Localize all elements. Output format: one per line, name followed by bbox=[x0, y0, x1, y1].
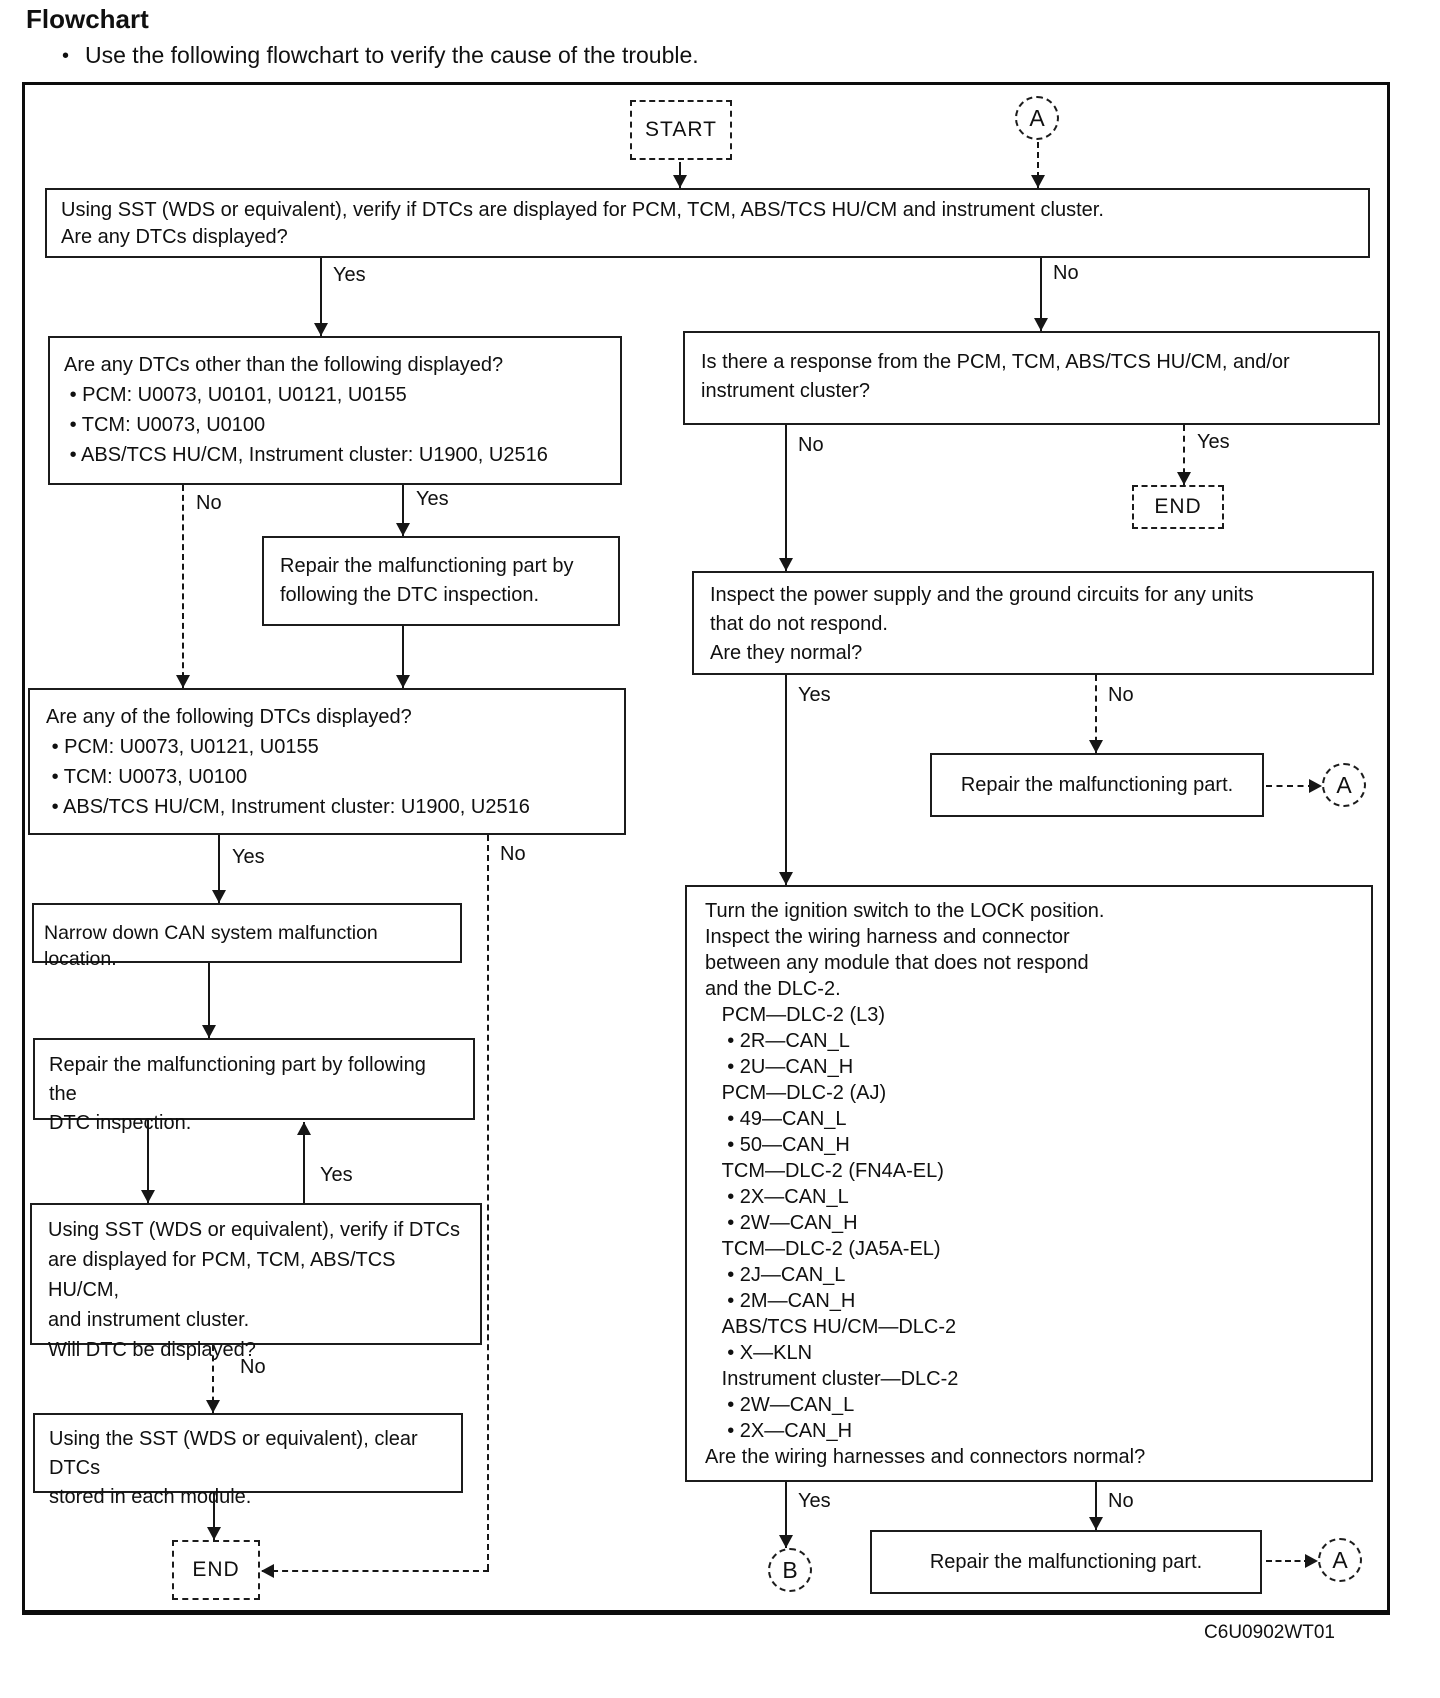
box-line: Narrow down CAN system malfunction location. bbox=[44, 922, 384, 970]
box-line: Turn the ignition switch to the LOCK position. bbox=[705, 900, 1105, 922]
box-line: following the DTC inspection. bbox=[280, 584, 540, 606]
repair-by-dtc-box-1 bbox=[262, 536, 620, 626]
label-yes: Yes bbox=[416, 488, 449, 510]
box-line: TCM—DLC-2 (JA5A-EL) bbox=[705, 1238, 941, 1260]
arrowhead-right-icon bbox=[1305, 1554, 1318, 1568]
end-terminal-right: END bbox=[1132, 485, 1224, 529]
arrowhead-down-icon bbox=[779, 558, 793, 571]
wiring-harness-box bbox=[685, 885, 1373, 1482]
edge-power-yes bbox=[785, 675, 787, 885]
arrowhead-right-icon bbox=[1309, 779, 1322, 793]
arrowhead-down-icon bbox=[202, 1025, 216, 1038]
box-line: • TCM: U0073, U0100 bbox=[46, 766, 248, 788]
arrowhead-down-icon bbox=[314, 323, 328, 336]
label-yes: Yes bbox=[798, 684, 831, 706]
label-no: No bbox=[500, 843, 526, 865]
edge-no-long-to-end bbox=[262, 1570, 489, 1572]
box-line: • 2J—CAN_L bbox=[705, 1264, 846, 1286]
box-line: PCM—DLC-2 (L3) bbox=[705, 1004, 886, 1026]
arrowhead-down-icon bbox=[141, 1190, 155, 1203]
arrowhead-down-icon bbox=[206, 1400, 220, 1413]
box-line: Are any DTCs other than the following displayed? bbox=[64, 354, 504, 376]
edge-repairbottom-to-a bbox=[1266, 1560, 1310, 1562]
edge-q3-no-long bbox=[487, 835, 489, 1570]
box-line: that do not respond. bbox=[710, 613, 888, 635]
box-line: Using the SST (WDS or equivalent), clear DTCs bbox=[49, 1428, 424, 1479]
label-no: No bbox=[1108, 1490, 1134, 1512]
box-line: • 2M—CAN_H bbox=[705, 1290, 856, 1312]
box-line: Repair the malfunctioning part by following the bbox=[49, 1054, 432, 1105]
box-line: PCM—DLC-2 (AJ) bbox=[705, 1082, 887, 1104]
label-yes: Yes bbox=[232, 846, 265, 868]
arrowhead-down-icon bbox=[212, 890, 226, 903]
box-line: TCM—DLC-2 (FN4A-EL) bbox=[705, 1160, 944, 1182]
arrowhead-down-icon bbox=[396, 523, 410, 536]
box-line: Are the wiring harnesses and connectors normal? bbox=[705, 1446, 1146, 1468]
bullet-icon: • bbox=[62, 45, 70, 67]
connector-a-top: A bbox=[1015, 96, 1059, 140]
box-line: Will DTC be displayed? bbox=[48, 1339, 256, 1361]
page-instruction bbox=[62, 42, 699, 70]
other-dtcs-box bbox=[48, 336, 622, 485]
response-check-box bbox=[683, 331, 1380, 425]
page-title: Flowchart bbox=[26, 4, 149, 34]
box-line: Using SST (WDS or equivalent), verify if DTCs are displayed for PCM, TCM, ABS/TCS HU/CM and instrument cluster. bbox=[61, 199, 1104, 221]
label-no: No bbox=[196, 492, 222, 514]
arrowhead-left-icon bbox=[261, 1564, 274, 1578]
box-line: • 2W—CAN_H bbox=[705, 1212, 858, 1234]
start-terminal: START bbox=[630, 100, 732, 160]
power-ground-box bbox=[692, 571, 1374, 675]
arrowhead-down-icon bbox=[779, 1535, 793, 1548]
box-line: DTC inspection. bbox=[49, 1112, 192, 1134]
label-yes: Yes bbox=[798, 1490, 831, 1512]
label-yes: Yes bbox=[1197, 431, 1230, 453]
box-line: Is there a response from the PCM, TCM, ABS/TCS HU/CM, and/or bbox=[701, 351, 1290, 373]
verify-dtcs-box bbox=[45, 188, 1370, 258]
box-line: Are any of the following DTCs displayed? bbox=[46, 706, 412, 728]
verify-dtcs-again-box bbox=[30, 1203, 482, 1361]
arrowhead-down-icon bbox=[1031, 175, 1045, 188]
figure-code: C6U0902WT01 bbox=[1204, 1622, 1335, 1643]
box-line: instrument cluster? bbox=[701, 380, 870, 402]
arrowhead-down-icon bbox=[1089, 740, 1103, 753]
edge-q2r-no bbox=[785, 425, 787, 571]
arrowhead-down-icon bbox=[207, 1527, 221, 1540]
label-yes: Yes bbox=[320, 1164, 353, 1186]
box-line: • 2U—CAN_H bbox=[705, 1056, 854, 1078]
box-line: Inspect the power supply and the ground circuits for any units bbox=[710, 584, 1254, 606]
box-line: are displayed for PCM, TCM, ABS/TCS HU/CM, bbox=[48, 1249, 402, 1301]
following-dtcs-box bbox=[28, 688, 626, 835]
connector-a-bottom: A bbox=[1318, 1538, 1362, 1582]
repair-by-dtc-box-2 bbox=[33, 1038, 475, 1134]
label-no: No bbox=[798, 434, 824, 456]
box-line: • ABS/TCS HU/CM, Instrument cluster: U1900, U2516 bbox=[64, 444, 548, 466]
box-line: • 2X—CAN_H bbox=[705, 1420, 853, 1442]
arrowhead-down-icon bbox=[176, 675, 190, 688]
box-line: • PCM: U0073, U0101, U0121, U0155 bbox=[64, 384, 407, 406]
box-line: • 49—CAN_L bbox=[705, 1108, 847, 1130]
narrow-down-box bbox=[32, 903, 462, 970]
box-line: Are they normal? bbox=[710, 642, 863, 664]
end-terminal-left: END bbox=[172, 1540, 260, 1600]
box-line: Repair the malfunctioning part by bbox=[280, 555, 574, 577]
box-line: Using SST (WDS or equivalent), verify if DTCs bbox=[48, 1219, 460, 1241]
label-no: No bbox=[1108, 684, 1134, 706]
label-yes: Yes bbox=[333, 264, 366, 286]
edge-q2l-no bbox=[182, 485, 184, 688]
box-line: between any module that does not respond bbox=[705, 952, 1089, 974]
box-line: • X—KLN bbox=[705, 1342, 813, 1364]
repair-part-box-bottom: Repair the malfunctioning part. bbox=[870, 1530, 1262, 1594]
clear-dtcs-box bbox=[33, 1413, 463, 1508]
instruction-text: Use the following flowchart to verify the cause of the trouble. bbox=[85, 42, 699, 68]
label-no: No bbox=[1053, 262, 1079, 284]
arrowhead-down-icon bbox=[1177, 472, 1191, 485]
repair-part-box-mid: Repair the malfunctioning part. bbox=[930, 753, 1264, 817]
arrowhead-down-icon bbox=[1034, 318, 1048, 331]
box-line: stored in each module. bbox=[49, 1486, 252, 1508]
connector-a-mid: A bbox=[1322, 763, 1366, 807]
arrowhead-down-icon bbox=[396, 675, 410, 688]
box-line: • PCM: U0073, U0121, U0155 bbox=[46, 736, 319, 758]
arrowhead-down-icon bbox=[779, 872, 793, 885]
box-line: • 2R—CAN_L bbox=[705, 1030, 850, 1052]
label-no: No bbox=[240, 1356, 266, 1378]
box-line: • 2X—CAN_L bbox=[705, 1186, 849, 1208]
box-line: and the DLC-2. bbox=[705, 978, 841, 1000]
box-line: • 50—CAN_H bbox=[705, 1134, 850, 1156]
box-line: Instrument cluster—DLC-2 bbox=[705, 1368, 959, 1390]
box-line: ABS/TCS HU/CM—DLC-2 bbox=[705, 1316, 957, 1338]
arrowhead-up-icon bbox=[297, 1122, 311, 1135]
arrowhead-down-icon bbox=[673, 175, 687, 188]
box-line: • ABS/TCS HU/CM, Instrument cluster: U1900, U2516 bbox=[46, 796, 530, 818]
edge-repairmid-to-a bbox=[1266, 785, 1314, 787]
box-line: Inspect the wiring harness and connector bbox=[705, 926, 1070, 948]
box-line: Are any DTCs displayed? bbox=[61, 226, 288, 248]
connector-b: B bbox=[768, 1548, 812, 1592]
box-line: • 2W—CAN_L bbox=[705, 1394, 855, 1416]
arrowhead-down-icon bbox=[1089, 1517, 1103, 1530]
box-line: • TCM: U0073, U0100 bbox=[64, 414, 266, 436]
box-line: and instrument cluster. bbox=[48, 1309, 250, 1331]
